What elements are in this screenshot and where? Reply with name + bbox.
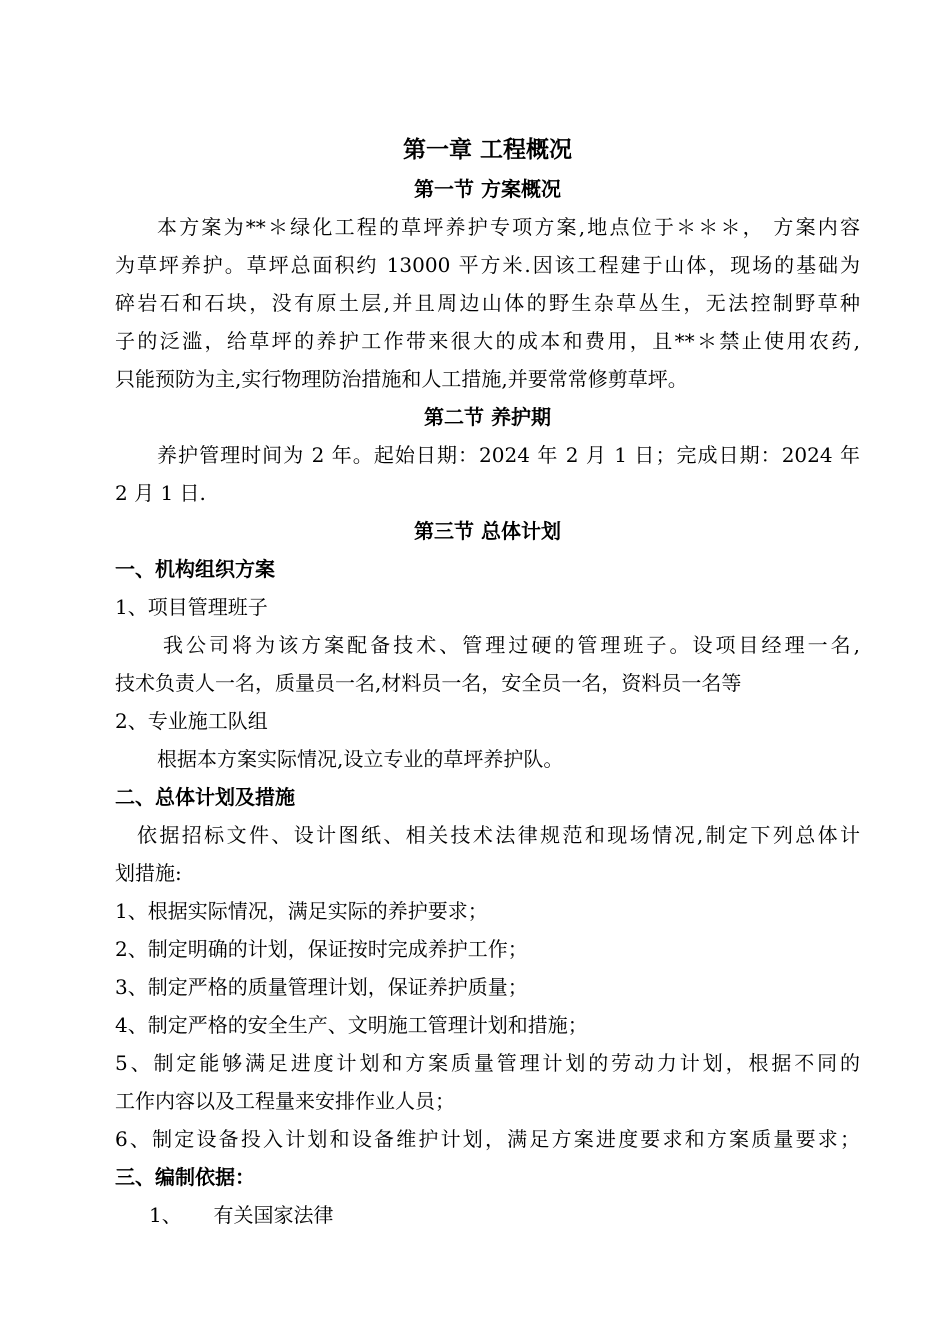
paragraph-line: 我公司将为该方案配备技术、管理过硬的管理班子。设项目经理一名, <box>163 633 860 657</box>
paragraph-line: 子的泛滥，给草坪的养护工作带来很大的成本和费用，且**＊禁止使用农药, <box>115 329 860 353</box>
list-item: 1、根据实际情况，满足实际的养护要求； <box>115 899 488 923</box>
list-item: 2、制定明确的计划，保证按时完成养护工作； <box>115 937 528 961</box>
document-body <box>115 130 860 1234</box>
list-item: 5、制定能够满足进度计划和方案质量管理计划的劳动力计划，根据不同的 <box>115 1051 860 1075</box>
list-item: 6、制定设备投入计划和设备维护计划，满足方案进度要求和方案质量要求； <box>115 1127 860 1151</box>
paragraph-line: 本方案为**＊绿化工程的草坪养护专项方案,地点位于＊＊＊， 方案内容 <box>157 215 860 239</box>
list-item: 4、制定严格的安全生产、文明施工管理计划和措施； <box>115 1013 588 1037</box>
list-item: 2、专业施工队组 <box>115 709 268 733</box>
list-item: 工作内容以及工程量来安排作业人员； <box>115 1089 455 1113</box>
section-title: 第一节 方案概况 <box>414 177 561 201</box>
paragraph-line: 碎岩石和石块，没有原土层,并且周边山体的野生杂草丛生，无法控制野草种 <box>115 291 860 315</box>
section-title: 第二节 养护期 <box>424 405 551 429</box>
section-title: 第三节 总体计划 <box>414 519 561 543</box>
list-item: 1、项目管理班子 <box>115 595 268 619</box>
subsection-heading: 三、编制依据： <box>115 1165 255 1189</box>
paragraph-line: 2 月 1 日. <box>115 481 206 505</box>
paragraph-line: 依据招标文件、设计图纸、相关技术法律规范和现场情况,制定下列总体计 <box>137 823 860 847</box>
list-item: 3、制定严格的质量管理计划，保证养护质量； <box>115 975 528 999</box>
paragraph-line: 划措施: <box>115 861 182 885</box>
paragraph-line: 为草坪养护。草坪总面积约 13000 平方米.因该工程建于山体，现场的基础为 <box>115 253 860 277</box>
paragraph-line: 只能预防为主,实行物理防治措施和人工措施,并要常常修剪草坪。 <box>115 367 688 391</box>
subsection-heading: 一、机构组织方案 <box>115 557 275 581</box>
paragraph-line: 技术负责人一名，质量员一名,材料员一名，安全员一名，资料员一名等 <box>115 671 742 695</box>
subsection-heading: 二、总体计划及措施 <box>115 785 295 809</box>
list-item: 1、 有关国家法律 <box>149 1203 334 1227</box>
paragraph-line: 根据本方案实际情况,设立专业的草坪养护队。 <box>157 747 564 771</box>
paragraph-line: 养护管理时间为 2 年。起始日期：2024 年 2 月 1 日；完成日期：2024 年 <box>157 443 860 467</box>
chapter-title: 第一章 工程概况 <box>402 136 572 163</box>
